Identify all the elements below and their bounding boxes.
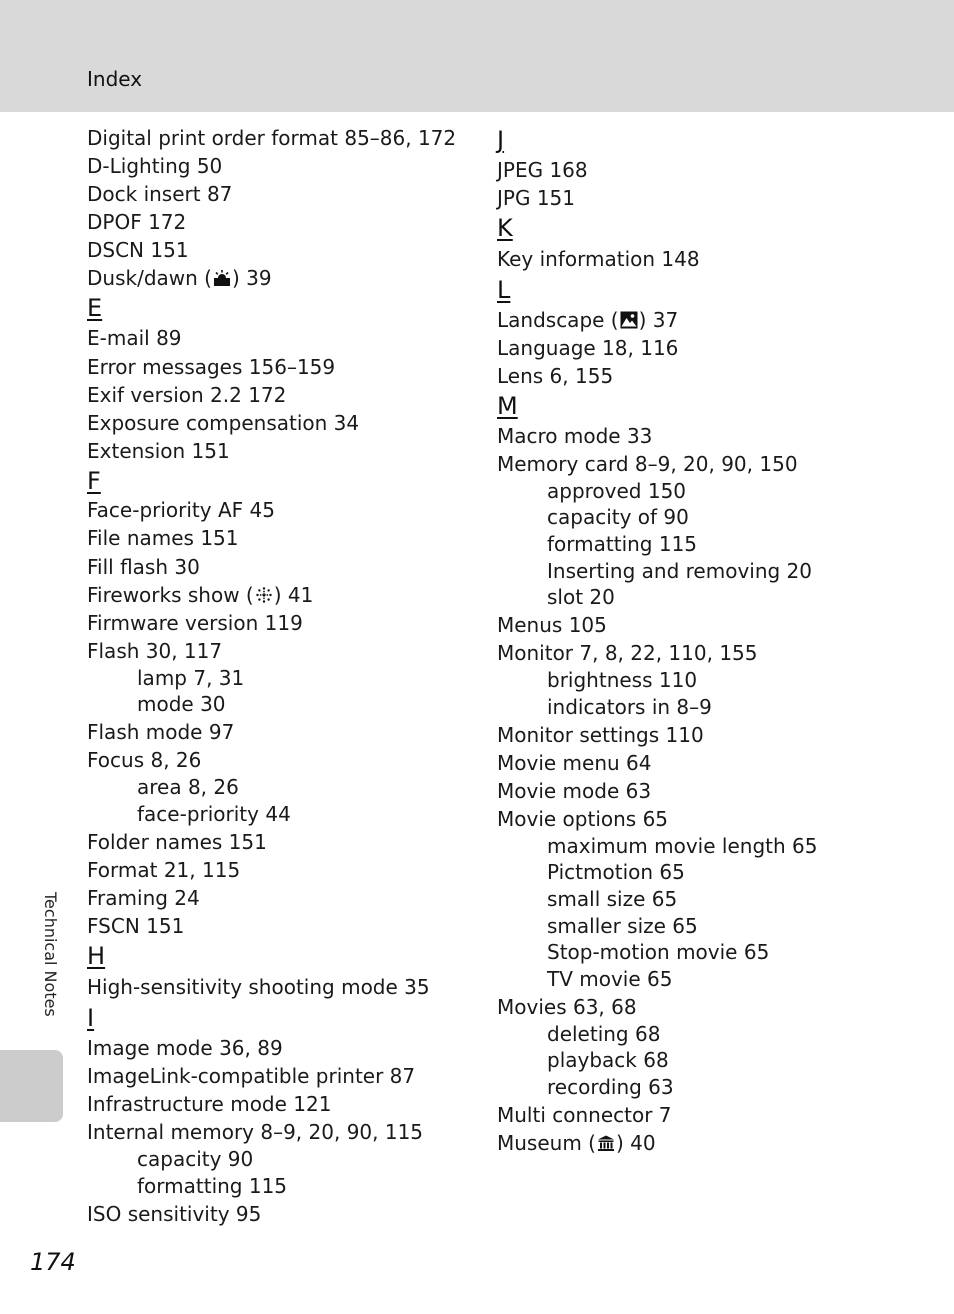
index-subentry: mode 30 (137, 692, 226, 716)
index-subentry: TV movie 65 (547, 967, 673, 991)
index-entry-label: Fireworks show ( (87, 583, 254, 607)
index-entry: Fill flash 30 (87, 555, 200, 579)
index-section-letter: K (497, 214, 513, 242)
index-entry: Memory card 8–9, 20, 90, 150 (497, 452, 798, 476)
index-entry: DSCN 151 (87, 238, 189, 262)
index-entry-pages: ) 37 (638, 308, 679, 332)
index-entry: Lens 6, 155 (497, 364, 614, 388)
index-entry-pages: ) 39 (231, 266, 272, 290)
index-entry: E-mail 89 (87, 326, 182, 350)
index-entry: Movie mode 63 (497, 779, 652, 803)
index-entry: Infrastructure mode 121 (87, 1092, 332, 1116)
index-entry: High-sensitivity shooting mode 35 (87, 975, 430, 999)
index-entry: Exposure compensation 34 (87, 411, 360, 435)
index-subentry: Inserting and removing 20 (547, 559, 813, 583)
landscape-icon (620, 308, 638, 326)
index-section-letter: H (87, 942, 106, 970)
index-entry: Movies 63, 68 (497, 995, 637, 1019)
index-entry (497, 1129, 897, 1157)
section-tab (0, 1050, 63, 1122)
index-subentry: Stop-motion movie 65 (547, 940, 770, 964)
index-entry-label: Dusk/dawn ( (87, 266, 212, 290)
index-entry-pages: ) 40 (615, 1131, 656, 1155)
index-entry: Multi connector 7 (497, 1103, 672, 1127)
index-entry: Internal memory 8–9, 20, 90, 115 (87, 1120, 424, 1144)
index-entry: Firmware version 119 (87, 611, 303, 635)
index-entry: JPG 151 (497, 186, 575, 210)
index-subentry: lamp 7, 31 (137, 666, 245, 690)
index-entry-pages: ) 41 (273, 583, 314, 607)
index-subentry: formatting 115 (137, 1174, 288, 1198)
museum-icon (597, 1131, 615, 1149)
index-section-letter: E (87, 294, 103, 322)
index-subentry: brightness 110 (547, 668, 698, 692)
index-entry: ImageLink-compatible printer 87 (87, 1064, 416, 1088)
index-entry: Language 18, 116 (497, 336, 679, 360)
index-entry: Macro mode 33 (497, 424, 653, 448)
index-subentry: area 8, 26 (137, 775, 239, 799)
index-entry: Menus 105 (497, 613, 607, 637)
index-entry: Error messages 156–159 (87, 355, 336, 379)
index-subentry: maximum movie length 65 (547, 834, 818, 858)
index-column-right (497, 124, 897, 1157)
index-entry: Flash mode 97 (87, 720, 235, 744)
index-entry: DPOF 172 (87, 210, 187, 234)
index-entry: Extension 151 (87, 439, 230, 463)
index-subentry: deleting 68 (547, 1022, 661, 1046)
index-subentry: capacity of 90 (547, 505, 689, 529)
index-subentry: indicators in 8–9 (547, 695, 712, 719)
index-entry: Dock insert 87 (87, 182, 233, 206)
index-subentry: playback 68 (547, 1048, 669, 1072)
index-subentry: Pictmotion 65 (547, 860, 685, 884)
index-entry: Framing 24 (87, 886, 200, 910)
index-entry: Flash 30, 117 (87, 639, 223, 663)
index-entry: Exif version 2.2 172 (87, 383, 287, 407)
index-subentry: capacity 90 (137, 1147, 254, 1171)
index-section-letter: F (87, 467, 101, 495)
page-header-title: Index (87, 67, 143, 91)
index-entry: Monitor 7, 8, 22, 110, 155 (497, 641, 758, 665)
section-side-label: Technical Notes (41, 892, 60, 1017)
index-entry: JPEG 168 (497, 158, 588, 182)
index-section-letter: L (497, 276, 511, 304)
index-entry (87, 264, 487, 292)
page-number: 174 (30, 1248, 76, 1276)
index-subentry: formatting 115 (547, 532, 698, 556)
index-entry: Image mode 36, 89 (87, 1036, 283, 1060)
index-entry: FSCN 151 (87, 914, 185, 938)
index-entry: Format 21, 115 (87, 858, 241, 882)
index-subentry: slot 20 (547, 585, 615, 609)
index-entry (497, 306, 897, 334)
index-section-letter: M (497, 392, 518, 420)
index-column-left (87, 124, 487, 1228)
index-entry: File names 151 (87, 526, 239, 550)
index-entry: Key information 148 (497, 247, 700, 271)
index-entry: Folder names 151 (87, 830, 267, 854)
index-entry: Digital print order format 85–86, 172 (87, 126, 457, 150)
index-subentry: smaller size 65 (547, 914, 698, 938)
index-entry (87, 581, 487, 609)
index-entry: Movie menu 64 (497, 751, 652, 775)
index-entry-label: Museum ( (497, 1131, 596, 1155)
index-entry: ISO sensitivity 95 (87, 1202, 262, 1226)
index-entry: Movie options 65 (497, 807, 669, 831)
header-band (0, 0, 954, 112)
index-subentry: approved 150 (547, 479, 687, 503)
index-subentry: small size 65 (547, 887, 678, 911)
dusk-dawn-icon (213, 266, 231, 284)
index-section-letter: J (497, 126, 505, 154)
index-entry: Focus 8, 26 (87, 748, 202, 772)
fireworks-icon (255, 583, 273, 601)
index-entry: Monitor settings 110 (497, 723, 704, 747)
index-subentry: recording 63 (547, 1075, 674, 1099)
index-section-letter: I (87, 1004, 95, 1032)
index-entry: D-Lighting 50 (87, 154, 223, 178)
index-entry-label: Landscape ( (497, 308, 619, 332)
index-subentry: face-priority 44 (137, 802, 291, 826)
index-entry: Face-priority AF 45 (87, 498, 275, 522)
